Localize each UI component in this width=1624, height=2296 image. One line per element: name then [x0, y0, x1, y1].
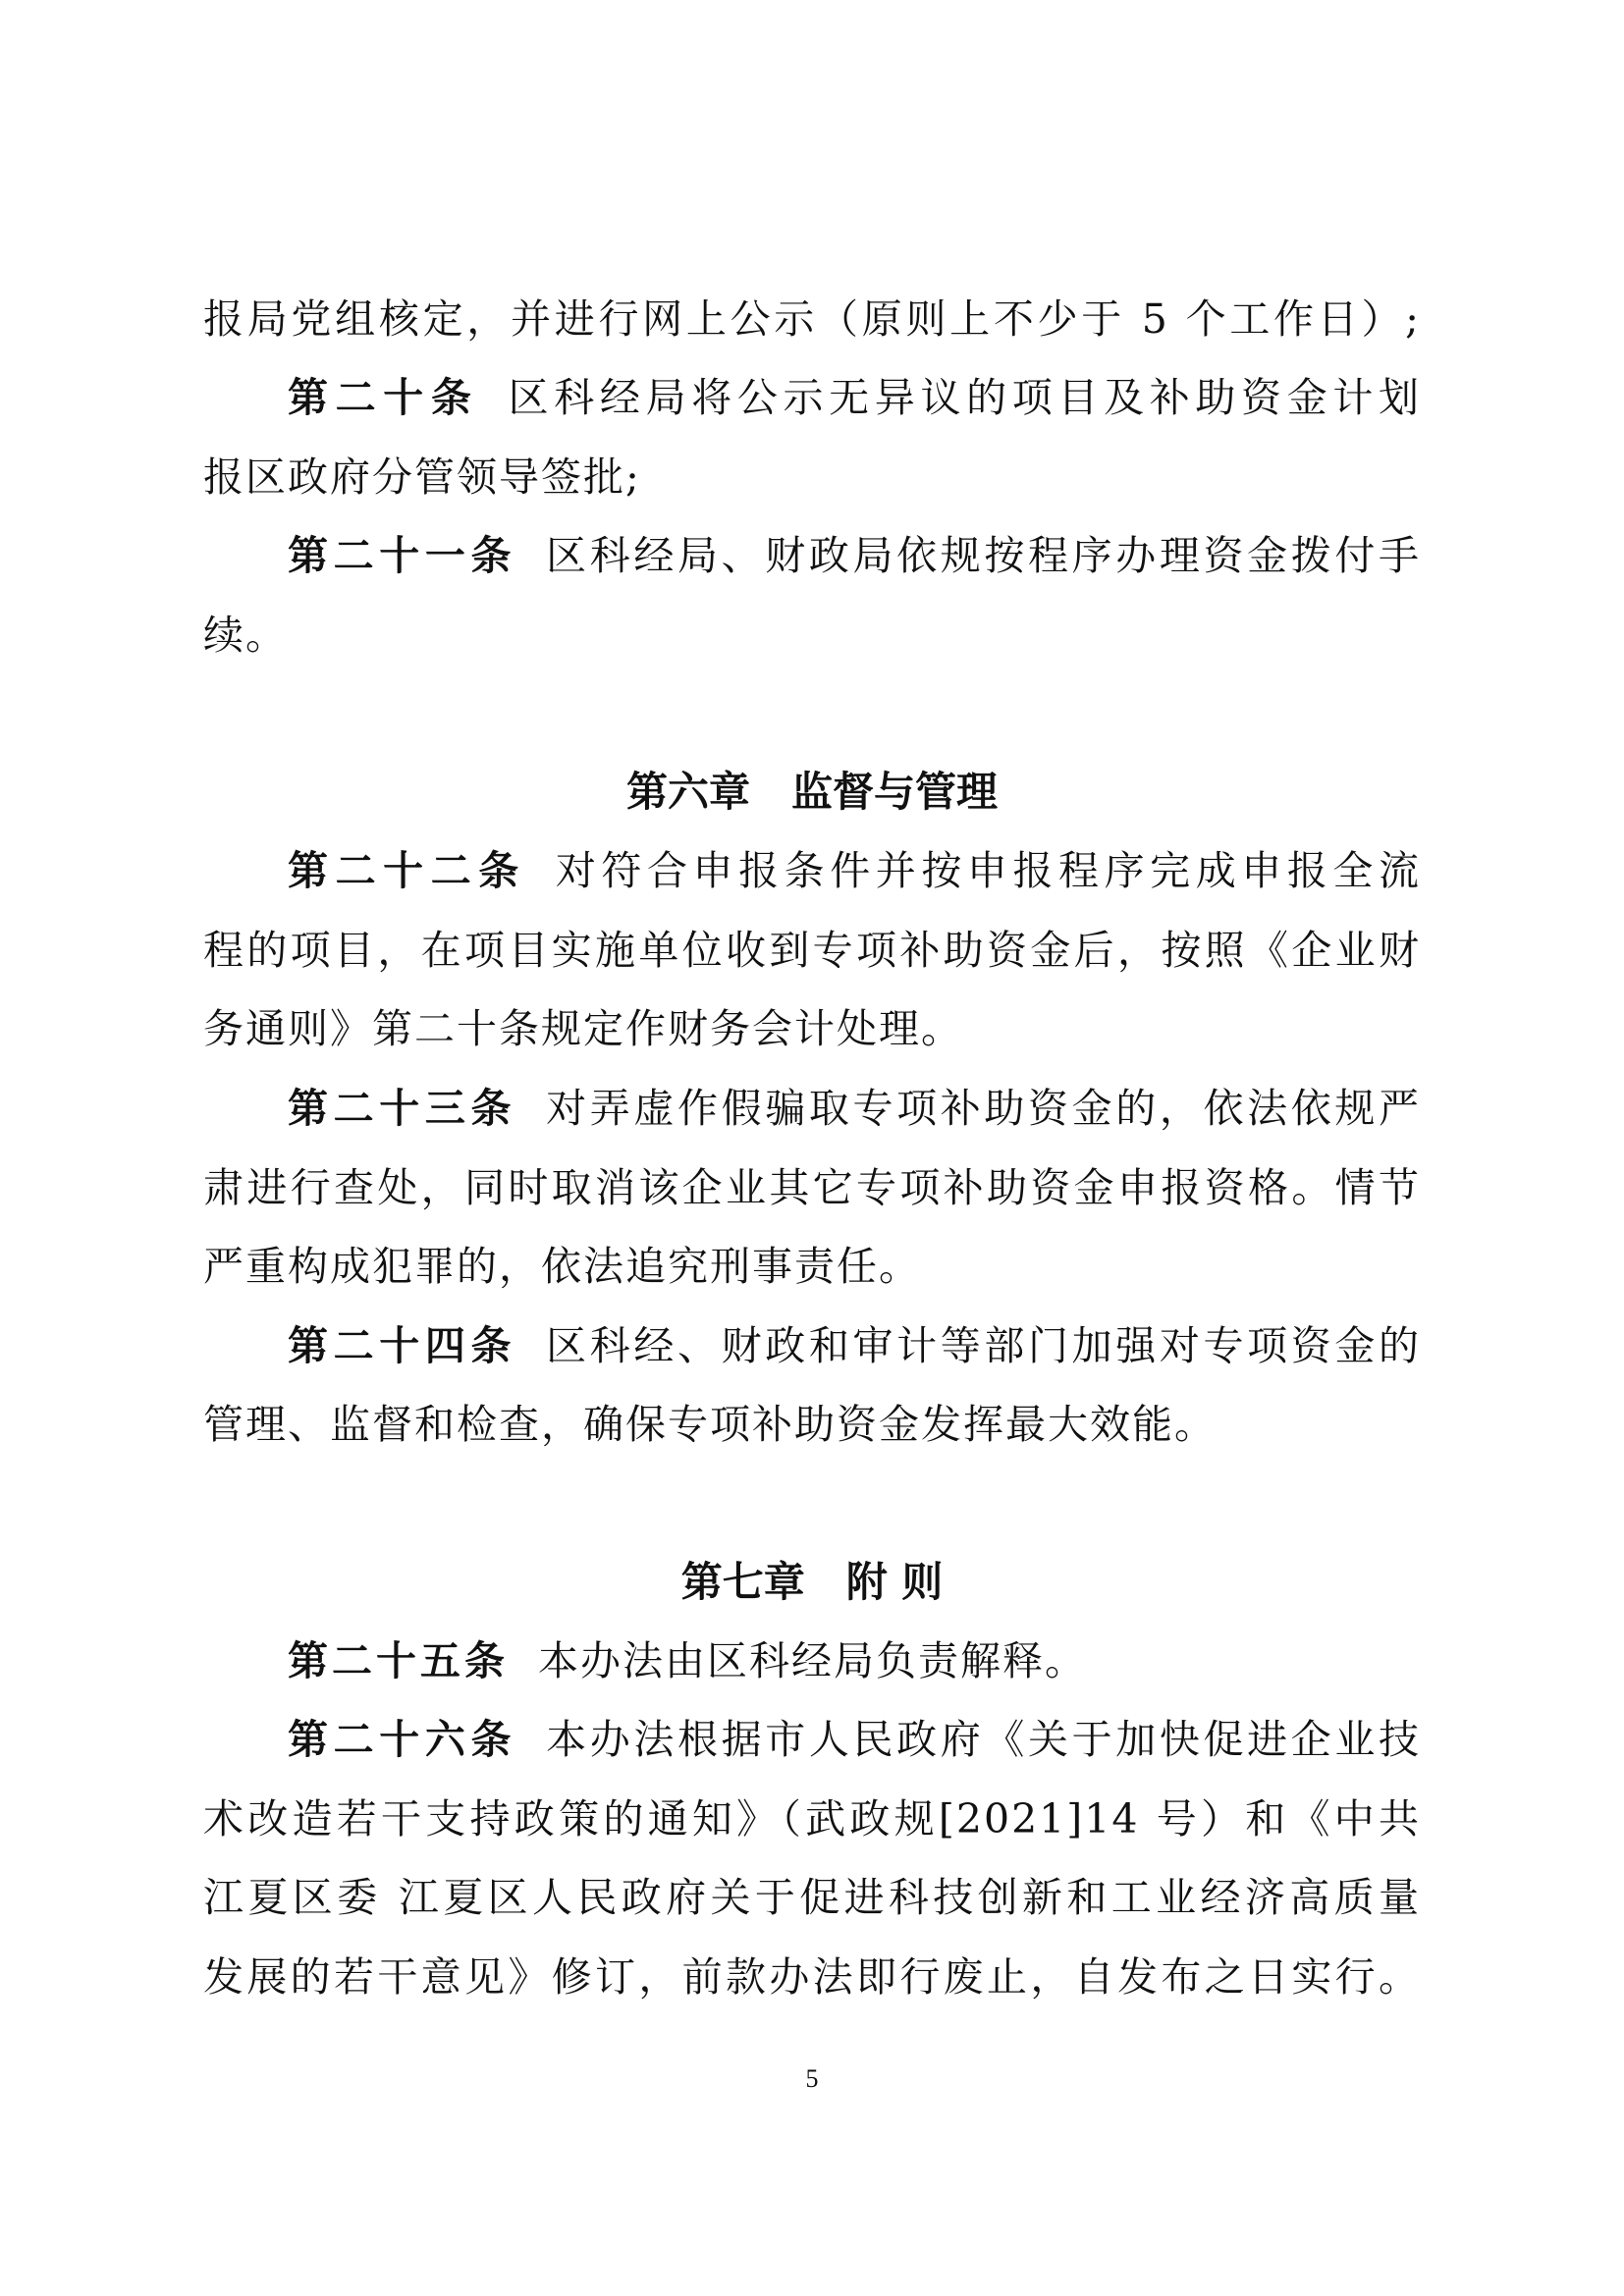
article-24 [288, 1307, 1421, 1386]
article-text: 区科经局将公示无异议的项目及补助资金计划 [508, 374, 1421, 421]
article-26 [288, 1700, 1421, 1780]
paragraph-line: 续。 [203, 612, 288, 659]
article-number: 第二十一条 [288, 532, 517, 579]
article-23 [288, 1069, 1421, 1148]
article-21 [288, 516, 1421, 596]
chapter-heading: 第六章 监督与管理 [625, 768, 998, 816]
article-text: 区科经局、财政局依规按程序办理资金拨付手 [546, 532, 1421, 579]
article-number: 第二十条 [288, 374, 479, 421]
article-20 [288, 358, 1421, 438]
article-number: 第二十六条 [288, 1716, 517, 1763]
article-number: 第二十三条 [288, 1085, 517, 1132]
article-text: 对弄虚作假骗取专项补助资金的，依法依规严 [546, 1085, 1421, 1132]
article-22 [288, 831, 1421, 911]
article-number: 第二十二条 [288, 847, 526, 894]
paragraph-line: 发展的若干意见》修订，前款办法即行废止，自发布之日实行。 [203, 1953, 1421, 2001]
article-text: 本办法根据市人民政府《关于加快促进企业技 [546, 1716, 1421, 1763]
article-number: 第二十四条 [288, 1322, 517, 1369]
chapter-heading: 第七章 附 则 [680, 1558, 944, 1606]
paragraph-line: 报局党组核定，并进行网上公示（原则上不少于 5 个工作日）; [203, 295, 1421, 343]
paragraph-line: 江夏区委 江夏区人民政府关于促进科技创新和工业经济高质量 [203, 1874, 1421, 1921]
article-number: 第二十五条 [288, 1637, 509, 1684]
page-number: 5 [805, 2064, 819, 2093]
paragraph-line: 务通则》第二十条规定作财务会计处理。 [203, 1005, 963, 1052]
article-25 [288, 1622, 1421, 1701]
paragraph-line: 管理、监督和检查，确保专项补助资金发挥最大效能。 [203, 1401, 1217, 1448]
paragraph-line: 报区政府分管领导签批; [203, 454, 641, 501]
article-text: 本办法由区科经局负责解释。 [538, 1637, 1087, 1684]
paragraph-line: 术改造若干支持政策的通知》（武政规[2021]14 号）和《中共 [203, 1795, 1421, 1842]
article-text: 对符合申报条件并按申报程序完成申报全流 [555, 847, 1421, 894]
paragraph-line: 程的项目，在项目实施单位收到专项补助资金后，按照《企业财 [203, 927, 1421, 974]
paragraph-line: 严重构成犯罪的，依法追究刑事责任。 [203, 1243, 921, 1290]
article-text: 区科经、财政和审计等部门加强对专项资金的 [546, 1322, 1421, 1369]
paragraph-line: 肃进行查处，同时取消该企业其它专项补助资金申报资格。情节 [203, 1164, 1421, 1211]
